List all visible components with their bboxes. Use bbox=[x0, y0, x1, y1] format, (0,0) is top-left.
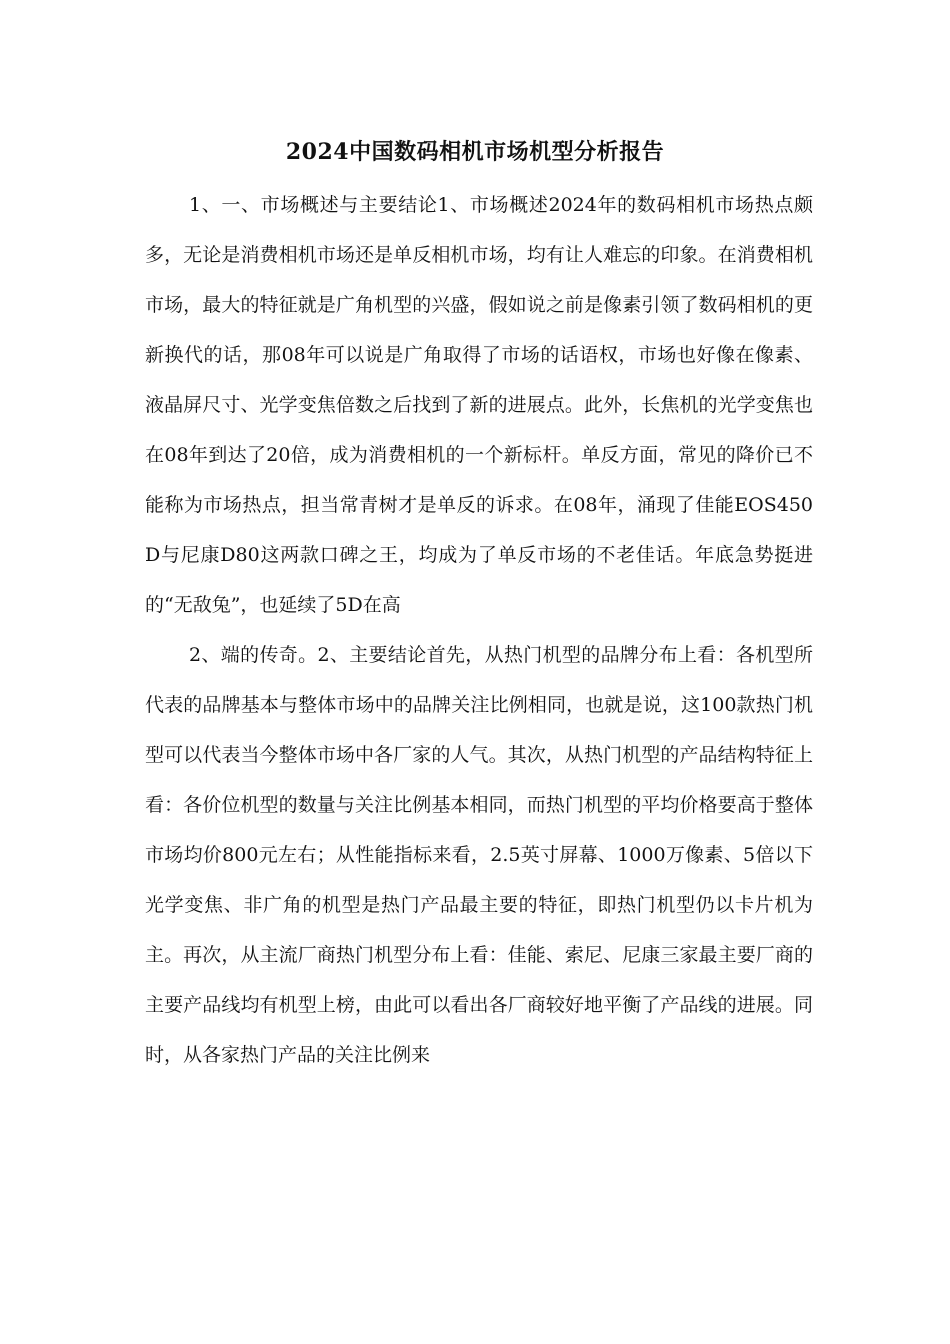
paragraph-1: 1、一、市场概述与主要结论1、市场概述2024年的数码相机市场热点颇多，无论是消费相机市场还是单反相机市场，均有让人难忘的印象。在消费相机市场，最大的特征就是广角机型的兴盛，假如说之前是像素引领了数码相机的更新换代的话，那08年可以说是广角取得了市场的话语权，市场也好像在像素、液晶屏尺寸、光学变焦倍数之后找到了新的进展点。此外，长焦机的光学变焦也在08年到达了20倍，成为消费相机的一个新标杆。单反方面，常见的降价已不能称为市场热点，担当常青树才是单反的诉求。在08年，涌现了佳能EOS450D与尼康D80这两款口碑之王，均成为了单反市场的不老佳话。年底急势挺进的“无敌兔”，也延续了5D在高 bbox=[145, 194, 813, 616]
document-body bbox=[145, 180, 813, 1080]
document-title: 2024中国数码相机市场机型分析报告 bbox=[285, 139, 665, 165]
paragraph-2: 2、端的传奇。2、主要结论首先，从热门机型的品牌分布上看：各机型所代表的品牌基本与整体市场中的品牌关注比例相同，也就是说，这100款热门机型可以代表当今整体市场中各厂家的人气。其次，从热门机型的产品结构特征上看：各价位机型的数量与关注比例基本相同，而热门机型的平均价格要高于整体市场均价800元左右；从性能指标来看，2.5英寸屏幕、1000万像素、5倍以下光学变焦、非广角的机型是热门产品最主要的特征，即热门机型仍以卡片机为主。再次，从主流厂商热门机型分布上看：佳能、索尼、尼康三家最主要厂商的主要产品线均有机型上榜，由此可以看出各厂商较好地平衡了产品线的进展。同时，从各家热门产品的关注比例来 bbox=[145, 644, 813, 1066]
